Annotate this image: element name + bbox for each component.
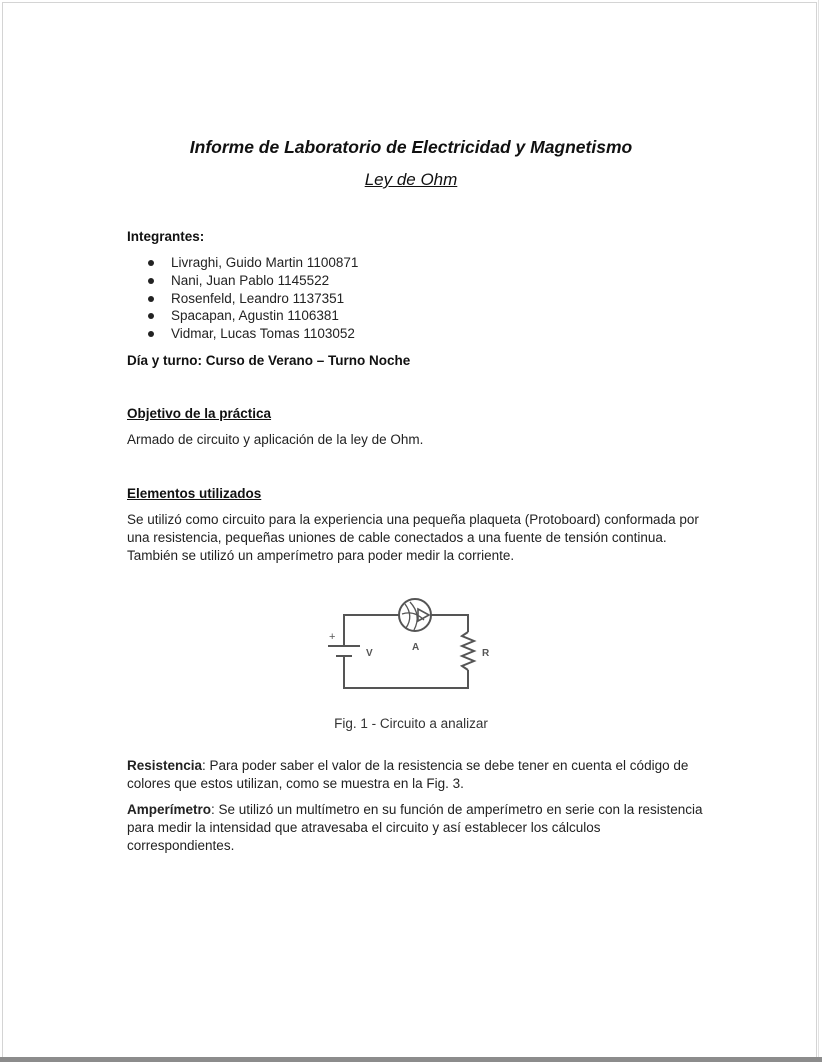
list-item (127, 325, 358, 343)
members-label: Integrantes: (127, 229, 205, 244)
member-name: Vidmar, Lucas Tomas 1103052 (171, 326, 355, 342)
resistor-label: R (482, 648, 490, 659)
resistencia-paragraph (127, 757, 727, 793)
wire-right-bottom (344, 657, 468, 688)
ammeter-icon (399, 599, 431, 631)
wire-top-left (344, 615, 399, 641)
schedule-line: Día y turno: Curso de Verano – Turno Noche (127, 353, 411, 368)
bullet-icon (148, 313, 154, 319)
elements-heading: Elementos utilizados (127, 486, 262, 501)
list-item (127, 272, 358, 290)
bullet-icon (148, 296, 154, 302)
paragraph-line: Se utilizó como circuito para la experiencia una pequeña plaqueta (Protoboard) conformada por (127, 512, 699, 527)
amperimetro-term: Amperímetro (127, 802, 212, 817)
paragraph-line: colores que estos utilizan, como se muestra en la Fig. 3. (127, 776, 464, 791)
paragraph-line: : Se utilizó un multímetro en su función de amperímetro en serie con la resistencia (211, 802, 703, 817)
elements-paragraph (127, 511, 727, 565)
list-item (127, 254, 358, 272)
page-edge (818, 0, 819, 1058)
page-bottom-edge (0, 1057, 822, 1062)
bullet-icon (148, 278, 154, 284)
paragraph-line: para medir la intensidad que atravesaba el circuito y así establecer los cálculos (127, 820, 601, 835)
resistor-icon (462, 632, 474, 670)
paragraph-line: una resistencia, pequeñas uniones de cable conectados a una fuente de tensión continua. (127, 530, 667, 545)
document-title: Informe de Laboratorio de Electricidad y Magnetismo (189, 137, 633, 157)
members-list (127, 254, 358, 343)
objective-text: Armado de circuito y aplicación de la ley de Ohm. (127, 432, 424, 447)
amperimetro-paragraph (127, 801, 727, 855)
figure-caption: Fig. 1 - Circuito a analizar (334, 716, 488, 731)
voltage-label: V (366, 648, 373, 659)
list-item (127, 307, 358, 325)
objective-heading: Objetivo de la práctica (127, 406, 272, 421)
ammeter-label: A (412, 642, 420, 653)
list-item (127, 290, 358, 308)
document-subtitle: Ley de Ohm (364, 170, 458, 189)
circuit-diagram (310, 590, 510, 700)
wire-top-right (431, 615, 468, 632)
plus-label: + (329, 631, 336, 643)
resistencia-term: Resistencia (127, 758, 203, 773)
member-name: Rosenfeld, Leandro 1137351 (171, 290, 345, 306)
paragraph-line: : Para poder saber el valor de la resistencia se debe tener en cuenta el código de (202, 758, 689, 773)
member-name: Spacapan, Agustin 1106381 (171, 308, 339, 324)
bullet-icon (148, 331, 154, 337)
bullet-icon (148, 260, 154, 266)
member-name: Nani, Juan Pablo 1145522 (171, 272, 330, 288)
paragraph-line: También se utilizó un amperímetro para poder medir la corriente. (127, 548, 515, 563)
paragraph-line: correspondientes. (127, 838, 235, 853)
member-name: Livraghi, Guido Martin 1100871 (171, 255, 359, 270)
